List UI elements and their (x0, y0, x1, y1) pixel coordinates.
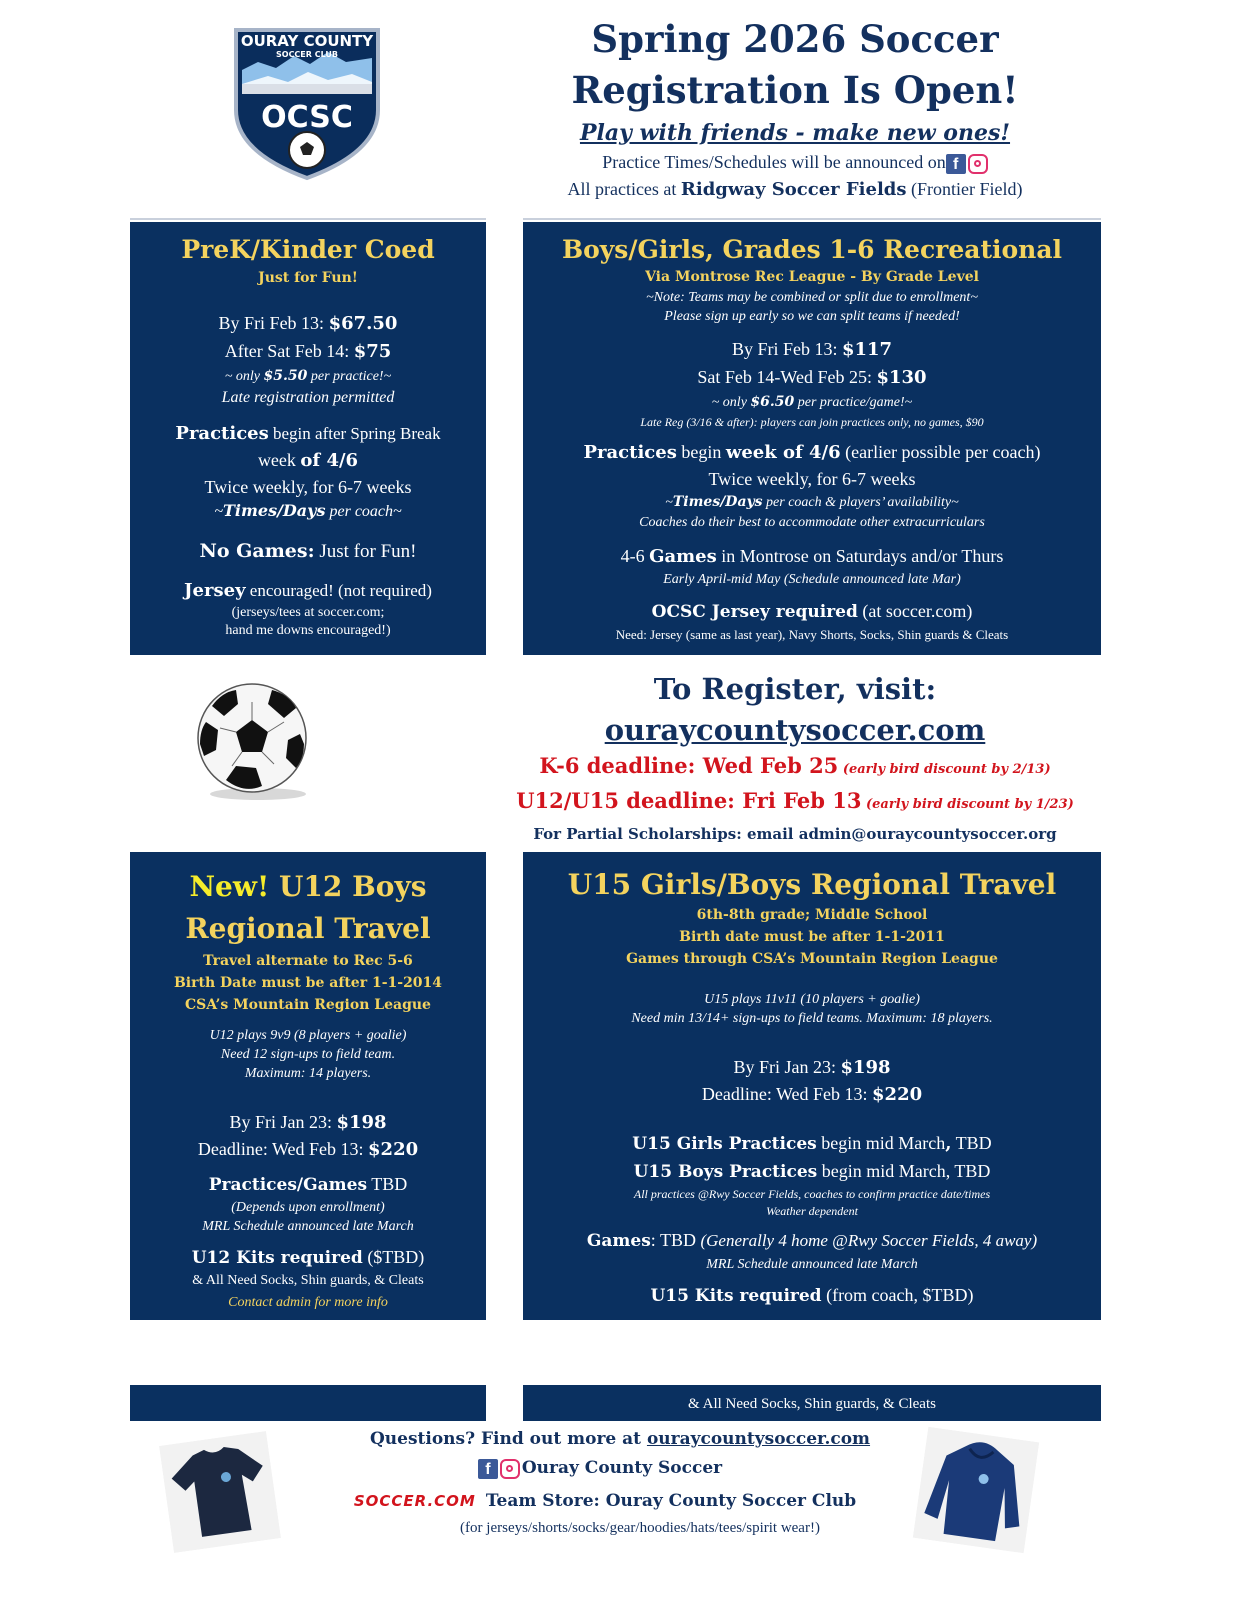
rec-twice: Twice weekly, for 6-7 weeks (708, 469, 916, 489)
prek-jersey-note2: hand me downs encouraged!) (225, 623, 391, 638)
u15-plays2: Need min 13/14+ sign-ups to field teams. Maximum: 18 players. (631, 1011, 993, 1026)
register-heading: To Register, visit: (653, 672, 937, 706)
rec-per-practice: ~ only $6.50 per practice/game!~ (711, 394, 913, 410)
prek-subtitle: Just for Fun! (258, 270, 358, 286)
u12-sub3: CSA’s Mountain Region League (185, 997, 431, 1013)
rec-price2: Sat Feb 14-Wed Feb 25: $130 (697, 367, 927, 388)
u12-contact: Contact admin for more info (228, 1295, 388, 1310)
u15-weather: Weather dependent (766, 1204, 858, 1218)
store-line: SOCCER.COM Team Store: Ouray County Soccer Club (353, 1491, 857, 1511)
rec-panel (523, 222, 1101, 655)
u15-boys-practices: U15 Boys Practices begin mid March, TBD (633, 1161, 991, 1182)
instagram-icon[interactable] (968, 154, 988, 174)
u15-kits: U15 Kits required (from coach, $TBD) (650, 1285, 974, 1306)
u12-practices-games: Practices/Games TBD (208, 1174, 408, 1195)
prek-price2: After Sat Feb 14: $75 (224, 341, 392, 362)
page-title-line1: Spring 2026 Soccer (591, 17, 999, 61)
u12-price2: Deadline: Wed Feb 13: $220 (197, 1139, 419, 1160)
questions-line: Questions? Find out more at ouraycountysoccer.com (369, 1429, 871, 1449)
rec-practices: Practices begin week of 4/6 (earlier possible per coach) (583, 442, 1041, 463)
rec-subtitle: Via Montrose Rec League - By Grade Level (645, 269, 979, 285)
page-header (530, 14, 1060, 205)
bottom-bar-left (130, 1385, 486, 1421)
prek-per-practice: ~ only $5.50 per practice!~ (224, 368, 392, 384)
prek-jersey-note1: (jerseys/tees at soccer.com; (231, 605, 385, 620)
prek-twice: Twice weekly, for 6-7 weeks (204, 477, 412, 497)
rec-coaches: Coaches do their best to accommodate other extracurriculars (639, 515, 985, 530)
scholarship-note: For Partial Scholarships: email admin@ouraycountysoccer.org (533, 825, 1057, 843)
prek-games: No Games: Just for Fun! (199, 540, 417, 562)
store-note: (for jerseys/shorts/socks/gear/hoodies/hats/tees/spirit wear!) (460, 1520, 820, 1536)
prek-title: PreK/Kinder Coed (181, 235, 435, 264)
u12-panel (130, 852, 486, 1320)
prek-late: Late registration permitted (221, 389, 395, 406)
u15-plays1: U15 plays 11v11 (10 players + goalie) (704, 992, 920, 1007)
rec-title: Boys/Girls, Grades 1-6 Recreational (561, 235, 1063, 264)
rec-note2: Please sign up early so we can split teams if needed! (664, 309, 960, 324)
u15-sub3: Games through CSA’s Mountain Region League (626, 951, 998, 967)
rec-games-note: Early April-mid May (Schedule announced late Mar) (663, 572, 961, 587)
footer-url-link[interactable]: ouraycountysoccer.com (646, 1429, 871, 1449)
u12-socks: & All Need Socks, Shin guards, & Cleats (192, 1273, 424, 1288)
u15-games: Games: TBD (Generally 4 home @Rwy Soccer Fields, 4 away) (586, 1230, 1038, 1251)
u12-u15-deadline: U12/U15 deadline: Fri Feb 13 (early bird discount by 1/23) (516, 788, 1074, 813)
u15-mrl: MRL Schedule announced late March (706, 1257, 918, 1272)
prek-jersey: Jersey encouraged! (not required) (184, 580, 432, 601)
divider-left (130, 218, 486, 220)
rec-times: ~Times/Days per coach & players’ availability~ (665, 494, 959, 510)
rec-jersey: OCSC Jersey required (at soccer.com) (651, 601, 973, 622)
facebook-icon[interactable]: f (478, 1459, 498, 1479)
u12-mrl: MRL Schedule announced late March (202, 1219, 414, 1234)
practice-note: Practice Times/Schedules will be announced on f (530, 150, 1060, 174)
u15-price2: Deadline: Wed Feb 13: $220 (701, 1084, 923, 1105)
u12-price1: By Fri Jan 23: $198 (229, 1112, 387, 1133)
rec-need: Need: Jersey (same as last year), Navy Shorts, Socks, Shin guards & Cleats (615, 627, 1009, 642)
prek-panel (130, 222, 486, 655)
u12-depends: (Depends upon enrollment) (231, 1200, 385, 1215)
soccer-ball-image (192, 682, 316, 802)
u12-kits: U12 Kits required ($TBD) (191, 1247, 425, 1268)
prek-week: week of 4/6 (257, 450, 359, 471)
u15-all-practices: All practices @Rwy Soccer Fields, coaches to confirm practice date/times (633, 1187, 991, 1201)
u12-title-line2: Regional Travel (185, 912, 431, 945)
logo-mark: OCSC (261, 100, 353, 135)
u12-plays2: Need 12 sign-ups to field team. (220, 1047, 396, 1062)
u15-title: U15 Girls/Boys Regional Travel (567, 868, 1057, 901)
tshirt-image (159, 1431, 281, 1553)
logo-sub-text: SOCCER CLUB (276, 50, 338, 59)
prek-practices: Practices begin after Spring Break (175, 423, 441, 444)
divider-right (523, 218, 1101, 220)
prek-times: ~Times/Days per coach~ (214, 501, 402, 520)
page-title-line2: Registration Is Open! (571, 68, 1019, 112)
u12-sub2: Birth Date must be after 1-1-2014 (173, 975, 443, 991)
rec-note1: ~Note: Teams may be combined or split due to enrollment~ (646, 290, 978, 305)
u15-sub1: 6th-8th grade; Middle School (696, 907, 928, 923)
tagline: Play with friends - make new ones! (579, 120, 1011, 146)
bottom-bar-right: & All Need Socks, Shin guards, & Cleats (523, 1385, 1101, 1421)
rec-price1: By Fri Feb 13: $117 (731, 339, 893, 360)
u15-sub2: Birth date must be after 1-1-2011 (679, 929, 945, 945)
club-logo (228, 22, 386, 182)
u15-panel (523, 852, 1101, 1320)
register-section (500, 668, 1090, 848)
facebook-icon[interactable]: f (946, 154, 966, 174)
u12-plays1: U12 plays 9v9 (8 players + goalie) (209, 1028, 407, 1043)
u12-plays3: Maximum: 14 players. (244, 1066, 372, 1081)
k6-deadline: K-6 deadline: Wed Feb 25 (early bird discount by 2/13) (539, 753, 1051, 778)
prek-price1: By Fri Feb 13: $67.50 (218, 313, 398, 334)
footer (300, 1426, 940, 1538)
rec-games: 4-6 Games in Montrose on Saturdays and/or Thurs (620, 546, 1004, 567)
u12-title-line1: New! U12 Boys (189, 870, 427, 903)
soccer-com-logo: SOCCER.COM (353, 1492, 476, 1510)
location-line: All practices at Ridgway Soccer Fields (Frontier Field) (567, 179, 1023, 200)
register-url-link[interactable]: ouraycountysoccer.com (604, 713, 986, 747)
social-line: f Ouray County Soccer (260, 1452, 940, 1484)
u12-sub1: Travel alternate to Rec 5-6 (203, 953, 413, 969)
instagram-icon[interactable] (500, 1459, 520, 1479)
logo-top-text: OURAY COUNTY (240, 32, 374, 50)
u15-girls-practices: U15 Girls Practices begin mid March, TBD (632, 1133, 992, 1154)
u15-price1: By Fri Jan 23: $198 (733, 1057, 891, 1078)
rec-late: Late Reg (3/16 & after): players can join practices only, no games, $90 (640, 415, 984, 429)
